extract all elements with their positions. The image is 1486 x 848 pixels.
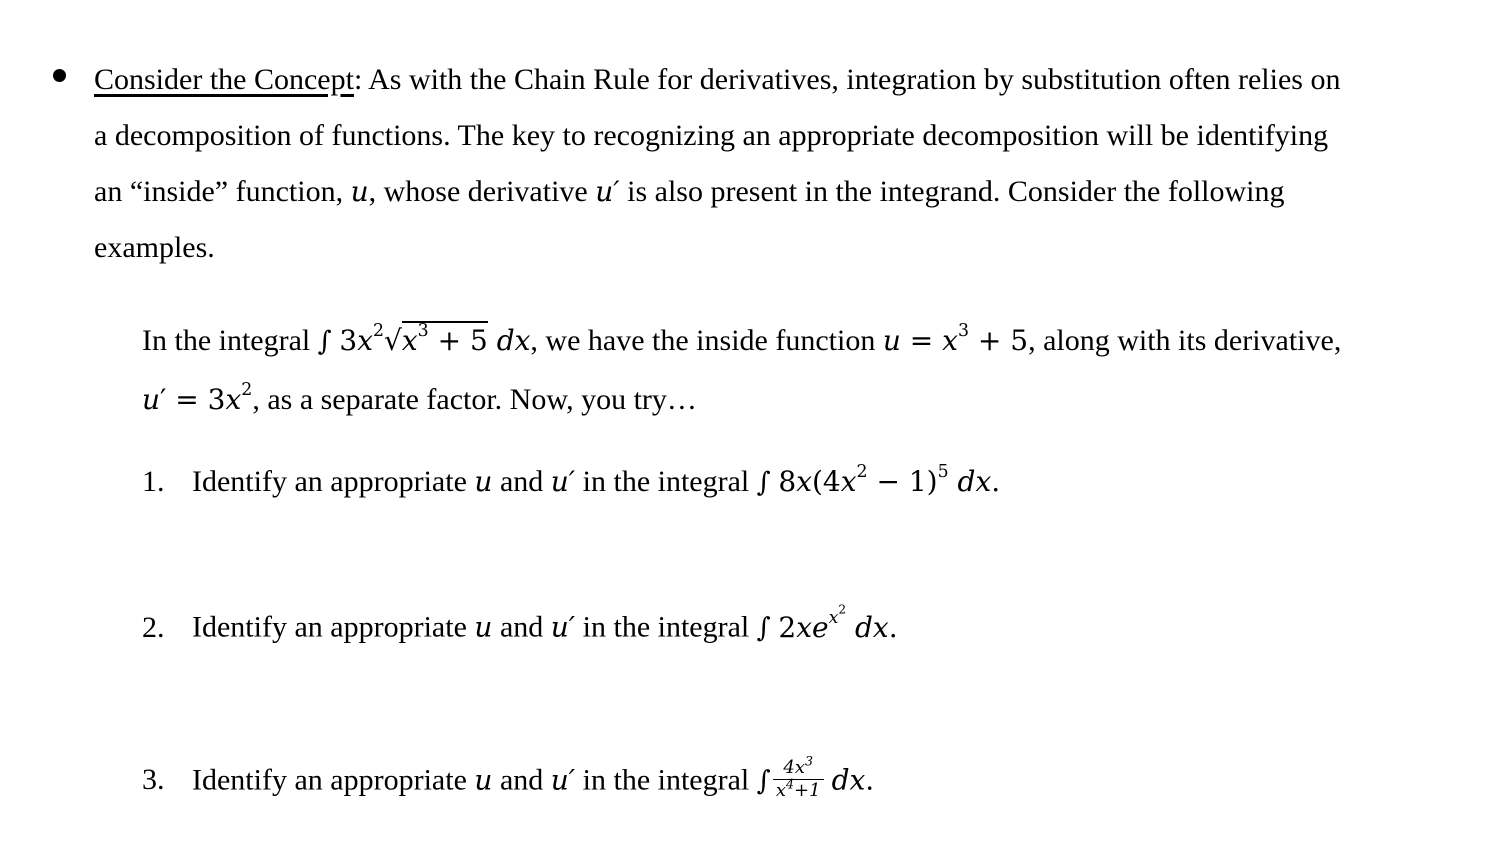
question-1 <box>142 462 1001 499</box>
math-u-prime: u′ <box>550 610 576 644</box>
intro-line-3-b: , whose derivative <box>368 175 596 208</box>
intro-line-1 <box>94 52 1464 108</box>
intro-line-3 <box>94 164 1464 220</box>
concept-paragraph <box>94 52 1464 276</box>
example-text-d: , as a separate factor. Now, you try… <box>252 383 697 416</box>
question-2 <box>142 602 898 645</box>
math-u: u <box>350 175 369 208</box>
question-prefix: Identify an appropriate <box>192 465 475 498</box>
concept-label: Consider the Concept <box>94 63 354 96</box>
question-3-dx: dx. <box>831 763 875 797</box>
math-u: u <box>474 763 493 797</box>
question-and: and <box>492 610 551 644</box>
intro-line-1-text: : As with the Chain Rule for derivatives, integration by substitution often relies on <box>353 63 1341 96</box>
example-paragraph <box>142 312 1462 429</box>
math-u: u <box>474 610 493 644</box>
question-suffix: in the integral <box>575 465 757 498</box>
math-u-prime: u′ <box>595 175 620 208</box>
question-prefix: Identify an appropriate <box>192 763 475 797</box>
intro-line-3-c: is also present in the integrand. Consider the following <box>619 175 1285 208</box>
example-uprime-def: $u' = 3x^2$ <box>142 380 253 416</box>
question-and: and <box>492 465 551 498</box>
example-text-b: , we have the inside function <box>530 324 883 357</box>
example-line-2 <box>142 371 1462 429</box>
intro-line-4: examples. <box>94 231 215 264</box>
question-and: and <box>492 763 551 797</box>
example-integrand: $3x^2√x^3 + 5$ dx <box>339 321 531 357</box>
question-suffix: in the integral <box>575 610 757 644</box>
integral-sign: ∫ <box>756 612 771 644</box>
question-number: 3. <box>142 763 165 797</box>
example-text-c: , along with its derivative, <box>1028 324 1342 357</box>
math-u-prime: u′ <box>550 763 576 797</box>
example-u-def: $u = x^3 + 5$ <box>882 321 1029 357</box>
example-text-a: In the integral <box>142 324 318 357</box>
intro-line-3-a: an “inside” function, <box>94 175 351 208</box>
question-2-integrand: $2xe^{x^2}$ dx. <box>778 602 898 644</box>
integral-sign: ∫ <box>756 467 771 498</box>
question-prefix: Identify an appropriate <box>192 610 475 644</box>
question-number: 2. <box>142 610 165 644</box>
bullet-point <box>53 69 66 82</box>
math-u-prime: u′ <box>550 465 576 498</box>
integral-sign: ∫ <box>756 765 771 797</box>
example-line-1 <box>142 312 1462 371</box>
fraction-denominator: $x^4+1$ <box>775 776 821 801</box>
question-suffix: in the integral <box>575 763 757 797</box>
question-3-fraction <box>773 753 824 802</box>
math-u: u <box>474 465 493 498</box>
question-1-integrand: $8x(4x^2 - 1)^5$ dx. <box>778 462 1001 498</box>
integral-sign: ∫ <box>317 326 332 357</box>
fraction-numerator: $4x^3$ <box>773 757 824 780</box>
intro-line-2: a decomposition of functions. The key to recognizing an appropriate decomposition will be identifying <box>94 119 1329 152</box>
question-3 <box>142 753 875 805</box>
question-number: 1. <box>142 465 165 498</box>
